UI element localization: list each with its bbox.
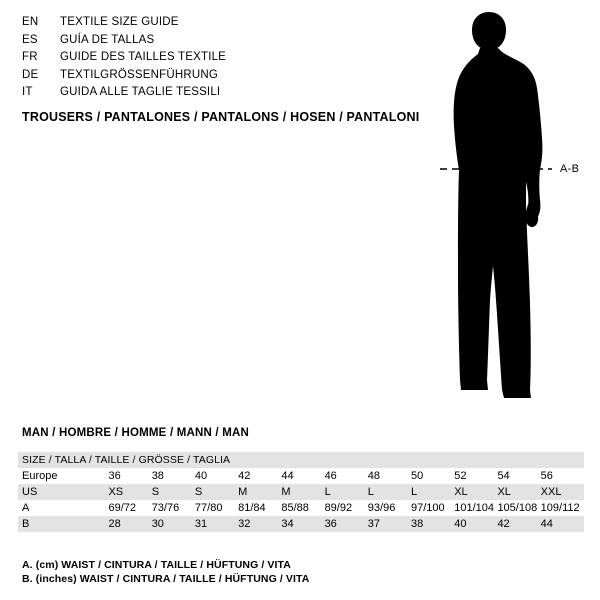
table-cell: L	[368, 484, 411, 500]
language-code: IT	[22, 86, 33, 98]
table-cell: L	[325, 484, 368, 500]
row-label: Europe	[18, 468, 108, 484]
table-cell: 38	[152, 468, 195, 484]
table-cell: 36	[325, 516, 368, 532]
table-row	[18, 500, 584, 516]
male-body-silhouette-icon	[400, 8, 600, 408]
language-title: TEXTILE SIZE GUIDE	[60, 16, 179, 28]
table-cell: 73/76	[152, 500, 195, 516]
table-cell: 48	[368, 468, 411, 484]
table-cell: 56	[541, 468, 584, 484]
row-label: US	[18, 484, 108, 500]
footnotes	[22, 558, 309, 586]
table-cell: L	[411, 484, 454, 500]
language-row	[22, 51, 402, 69]
language-row	[22, 34, 402, 52]
language-title: GUIDE DES TAILLES TEXTILE	[60, 51, 227, 63]
footnote-a: A. (cm) WAIST / CINTURA / TAILLE / HÜFTUNG / VITA	[22, 559, 291, 571]
language-row	[22, 86, 402, 104]
table-cell: 32	[238, 516, 281, 532]
table-cell: 28	[108, 516, 151, 532]
language-title: GUÍA DE TALLAS	[60, 33, 155, 46]
table-cell: 30	[152, 516, 195, 532]
table-cell: 105/108	[497, 500, 540, 516]
table-cell: 40	[454, 516, 497, 532]
table-row	[18, 516, 584, 532]
language-code: ES	[22, 33, 38, 46]
section-title: TROUSERS / PANTALONES / PANTALONS / HOSEN / PANTALONI	[22, 110, 420, 124]
table-cell: 44	[541, 516, 584, 532]
table-cell: 38	[411, 516, 454, 532]
table-cell: 34	[281, 516, 324, 532]
language-row	[22, 69, 402, 87]
figure-container	[400, 8, 600, 408]
table-cell: XXL	[541, 484, 584, 500]
language-header-block	[22, 16, 402, 104]
table-cell: XL	[454, 484, 497, 500]
language-title: GUIDA ALLE TAGLIE TESSILI	[60, 86, 221, 98]
table-cell: 42	[238, 468, 281, 484]
table-cell: XL	[497, 484, 540, 500]
table-cell: 109/112	[541, 500, 584, 516]
table-cell: 81/84	[238, 500, 281, 516]
table-cell: 31	[195, 516, 238, 532]
language-title: TEXTILGRÖSSENFÜHRUNG	[60, 68, 218, 81]
table-cell: 42	[497, 516, 540, 532]
size-table	[18, 452, 584, 532]
table-cell: 93/96	[368, 500, 411, 516]
language-code: DE	[22, 68, 39, 81]
table-cell: XS	[108, 484, 151, 500]
table-cell: 52	[454, 468, 497, 484]
table-header-row	[18, 452, 584, 468]
table-title: MAN / HOMBRE / HOMME / MANN / MAN	[22, 427, 250, 439]
language-row	[22, 16, 402, 34]
row-label: A	[18, 500, 108, 516]
table-cell: S	[152, 484, 195, 500]
table-cell: S	[195, 484, 238, 500]
table-cell: 97/100	[411, 500, 454, 516]
table-row	[18, 468, 584, 484]
table-cell: 69/72	[108, 500, 151, 516]
table-header-label: SIZE / TALLA / TAILLE / GRÖSSE / TAGLIA	[18, 452, 584, 468]
language-code: EN	[22, 16, 39, 28]
table-cell: 36	[108, 468, 151, 484]
table-cell: 40	[195, 468, 238, 484]
table-cell: 77/80	[195, 500, 238, 516]
table-cell: M	[281, 484, 324, 500]
table-cell: 37	[368, 516, 411, 532]
table-cell: 54	[497, 468, 540, 484]
table-cell: M	[238, 484, 281, 500]
table-cell: 85/88	[281, 500, 324, 516]
table-row	[18, 484, 584, 500]
language-code: FR	[22, 51, 38, 63]
row-label: B	[18, 516, 108, 532]
measure-label-ab: A-B	[560, 163, 580, 175]
footnote-b: B. (inches) WAIST / CINTURA / TAILLE / HÜFTUNG / VITA	[22, 573, 310, 585]
table-cell: 89/92	[325, 500, 368, 516]
table-cell: 101/104	[454, 500, 497, 516]
table-cell: 50	[411, 468, 454, 484]
table-cell: 44	[281, 468, 324, 484]
table-cell: 46	[325, 468, 368, 484]
